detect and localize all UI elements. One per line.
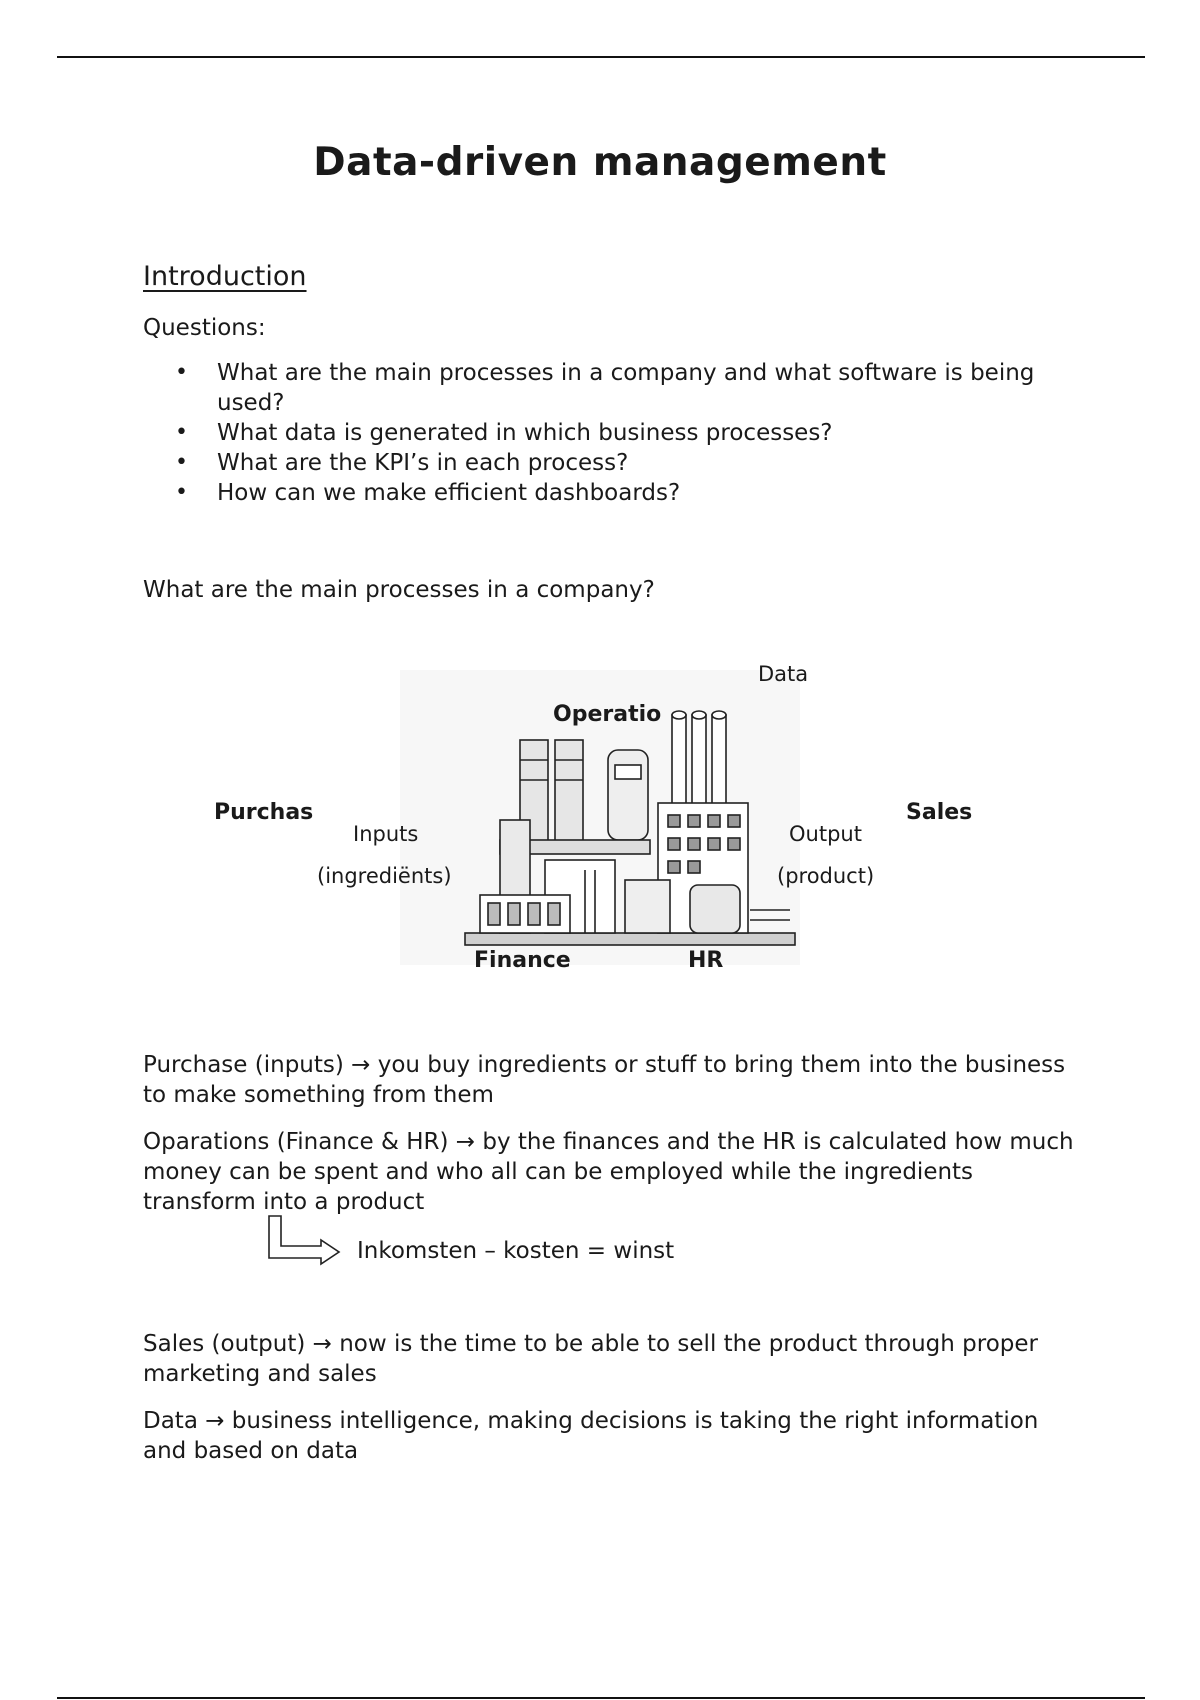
list-item: • How can we make efficient dashboards? (175, 478, 1035, 508)
paragraph-sales: Sales (output) → now is the time to be able to sell the product through proper marketing and sales (143, 1331, 1038, 1387)
list-item: • What are the main processes in a company and what software is being used? (175, 358, 1035, 418)
diagram-label-output-sub: (product) (777, 864, 875, 888)
footer-rule (57, 1697, 1145, 1699)
diagram-label-operations: Operatio (553, 702, 662, 727)
paragraph-operations: Oparations (Finance & HR) → by the finances and the HR is calculated how much money can be spent and who all can be employed while the ingredients transform into a product (143, 1129, 1074, 1215)
diagram-label-output: Output (789, 822, 862, 846)
diagram-label-sales: Sales (906, 800, 973, 825)
list-item: • What data is generated in which business processes? (175, 418, 1035, 448)
diagram-label-hr: HR (688, 948, 724, 973)
header-rule (57, 56, 1145, 58)
section-heading: Introduction (143, 261, 307, 292)
list-item: • What are the KPI’s in each process? (175, 448, 1035, 478)
diagram-label-inputs: Inputs (353, 822, 419, 846)
paragraph-purchase: Purchase (inputs) → you buy ingredients or stuff to bring them into the business to make something from them (143, 1052, 1066, 1108)
questions-list (175, 358, 1035, 508)
questions-label: Questions: (143, 315, 266, 341)
diagram-label-inputs-sub: (ingrediënts) (317, 864, 452, 888)
diagram-label-finance: Finance (474, 948, 571, 973)
main-question: What are the main processes in a company? (143, 577, 655, 603)
elbow-arrow-icon (265, 1212, 345, 1268)
page-title: Data-driven management (313, 140, 887, 185)
profit-formula: Inkomsten – kosten = winst (357, 1238, 675, 1264)
diagram-label-purchase: Purchas (214, 800, 314, 825)
paragraph-data: Data → business intelligence, making decisions is taking the right information and based on data (143, 1408, 1039, 1464)
diagram-label-data: Data (758, 662, 809, 686)
